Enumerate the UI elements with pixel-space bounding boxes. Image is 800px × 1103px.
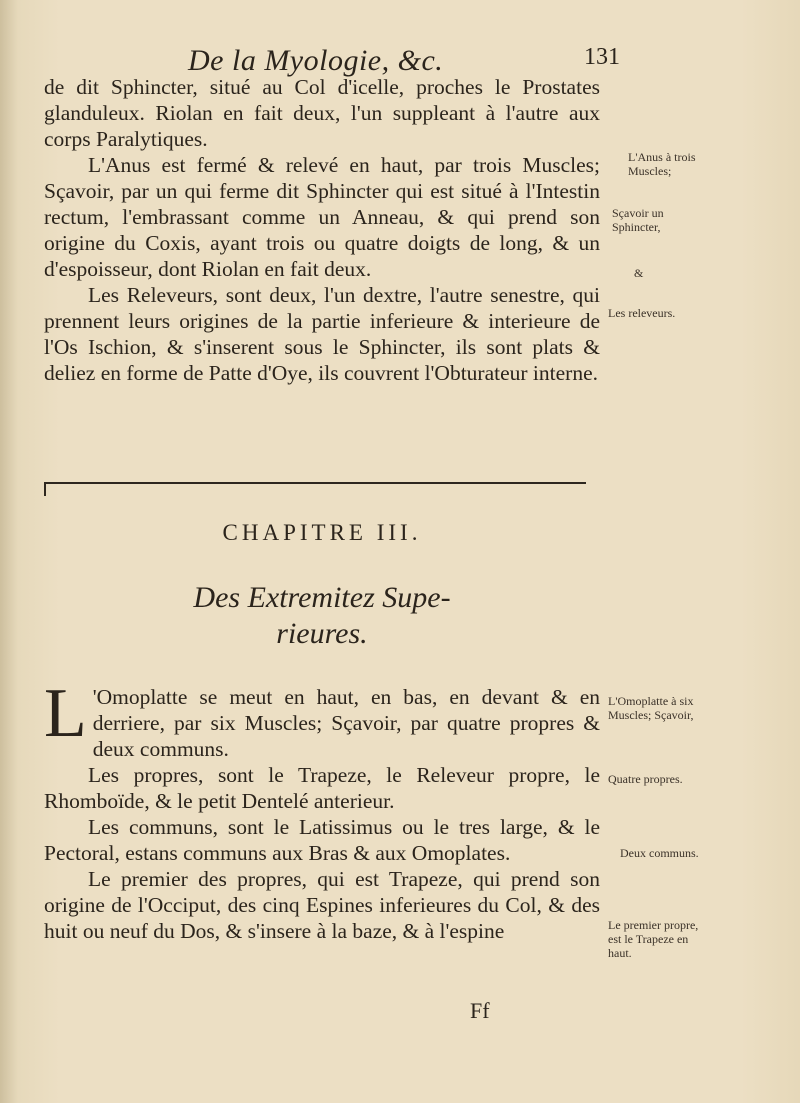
paragraph: Les propres, sont le Trapeze, le Releveur propre, le Rhomboïde, & le petit Dentelé anterieur. <box>44 763 600 813</box>
margin-note: Les releveurs. <box>608 306 676 320</box>
paragraph: L'Anus est fermé & relevé en haut, par trois Muscles; Sçavoir, par un qui ferme dit Sphincter qui est situé à l'Intestin rectum, l'embrassant comme un Anneau, & qui prend son origine du Coxis, ayant trois ou quatre doigts de long, & un d'espoisseur, dont Riolan en fait deux. <box>44 153 600 281</box>
rule-tick <box>44 482 46 496</box>
text-block-myology <box>44 74 600 386</box>
chapter-heading: CHAPITRE III. <box>222 520 422 545</box>
horizontal-rule <box>44 482 586 484</box>
margin-note: L'Omoplatte à six Muscles; Sçavoir, <box>608 694 694 722</box>
paragraph: Le premier des propres, qui est Trapeze, qui prend son origine de l'Occiput, des cinq Espines inferieures du Col, & des huit ou neuf du Dos, & s'insere à la baze, & à l'espine <box>44 867 600 943</box>
margin-note: Deux communs. <box>620 846 699 860</box>
paragraph: Les Releveurs, sont deux, l'un dextre, l'autre senestre, qui prennent leurs origines de la partie inferieure & interieure de l'Os Ischion, & s'inserent sous le Sphincter, ils sont plats & deliez en forme de Patte d'Oye, ils couvrent l'Obturateur interne. <box>44 283 600 385</box>
margin-note: Quatre propres. <box>608 772 683 786</box>
paragraph: Les communs, sont le Latissimus ou le tres large, & le Pectoral, estans communs aux Bras & aux Omoplates. <box>44 815 600 865</box>
margin-note: Sçavoir un Sphincter, <box>612 206 664 234</box>
drop-cap: L <box>44 675 87 752</box>
chapter-title-line: Des Extremitez Supe- <box>193 581 451 614</box>
running-title: De la Myologie, &c. <box>188 44 444 77</box>
margin-note: & <box>634 266 644 280</box>
margin-note: L'Anus à trois Muscles; <box>628 150 696 178</box>
paragraph <box>44 675 600 762</box>
catchword: Ff <box>470 998 490 1023</box>
paragraph: de dit Sphincter, situé au Col d'icelle, proches le Prostates glanduleux. Riolan en fait deux, l'un suppleant à l'autre aux corps Paralytiques. <box>44 75 600 151</box>
page-number: 131 <box>584 44 620 70</box>
margin-note: Le premier propre, est le Trapeze en haut. <box>608 918 699 960</box>
paragraph-text: 'Omoplatte se meut en haut, en bas, en devant & en derriere, par six Muscles; Sçavoir, par quatre propres & deux communs. <box>92 685 600 761</box>
chapter-title-line: rieures. <box>276 617 368 650</box>
text-block-omoplatte <box>44 675 600 944</box>
chapter-title <box>44 580 600 652</box>
